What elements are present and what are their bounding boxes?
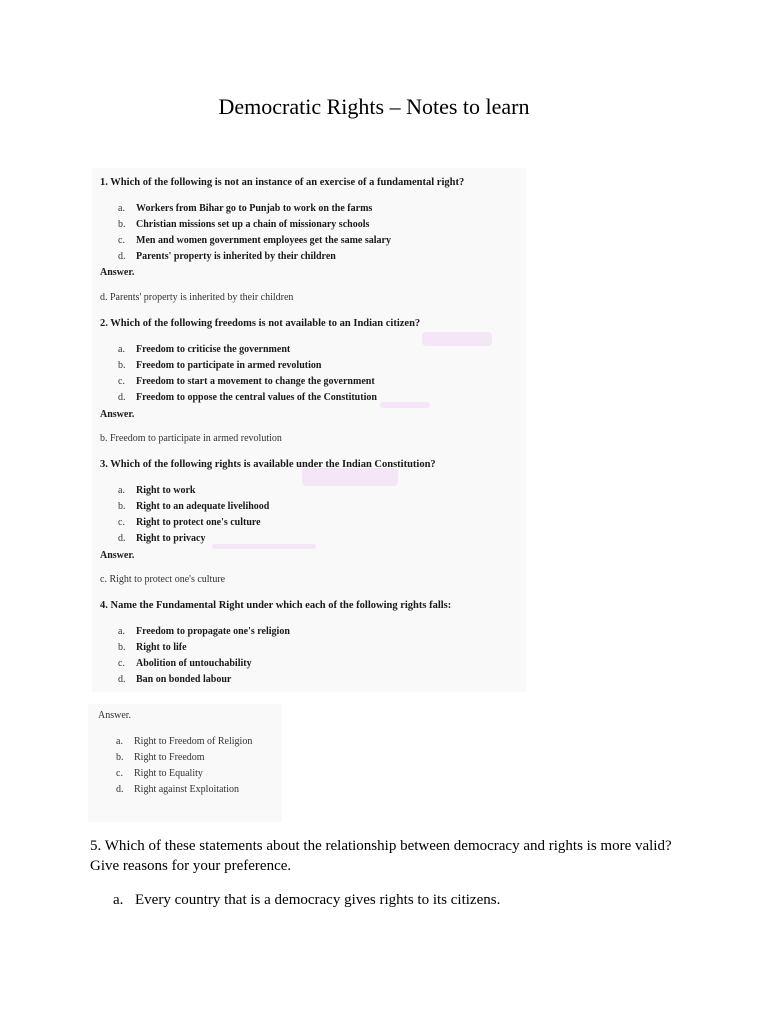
option-text: Freedom to participate in armed revolution <box>136 360 322 371</box>
option-text: Right against Exploitation <box>134 784 239 795</box>
question-1-option <box>118 203 372 214</box>
option-letter: d. <box>118 251 126 262</box>
answer-label: Answer. <box>98 710 132 721</box>
question-5-item-a <box>113 890 500 910</box>
option-letter: b. <box>118 501 126 512</box>
option-letter: a. <box>118 626 125 637</box>
question-5: 5. Which of these statements about the relationship between democracy and rights is more valid? Give reasons for your preference. <box>90 838 672 874</box>
option-letter: b. <box>116 752 124 763</box>
option-letter: b. <box>118 219 126 230</box>
option-text: Right to Freedom of Religion <box>134 736 253 747</box>
option-letter: c. <box>118 376 125 387</box>
answer-text: c. Right to protect one's culture <box>100 574 226 585</box>
question-3: 3. Which of the following rights is available under the Indian Constitution? <box>100 459 436 470</box>
answer-label: Answer. <box>100 550 135 561</box>
answer-option <box>116 784 239 795</box>
question-4-option <box>118 674 231 685</box>
option-text: Parents' property is inherited by their children <box>136 251 336 262</box>
question-3-option <box>118 501 269 512</box>
option-letter: b. <box>118 360 126 371</box>
watermark-mark <box>422 332 492 346</box>
option-text: Freedom to criticise the government <box>136 344 291 355</box>
question-1-option <box>118 219 369 230</box>
answer-label: Answer. <box>100 409 135 420</box>
answer-option <box>116 736 252 747</box>
option-letter: a. <box>118 203 125 214</box>
option-text: Freedom to start a movement to change the government <box>136 376 375 387</box>
item-letter: a. <box>113 892 124 908</box>
option-text: Freedom to propagate one's religion <box>136 626 290 637</box>
question-3-option <box>118 485 195 496</box>
option-text: Workers from Bihar go to Punjab to work on the farms <box>136 203 373 214</box>
option-text: Right to work <box>136 485 196 496</box>
item-text: Every country that is a democracy gives rights to its citizens. <box>135 892 501 908</box>
option-text: Abolition of untouchability <box>136 658 252 669</box>
option-text: Men and women government employees get the same salary <box>136 235 391 246</box>
question-4-option <box>118 642 187 653</box>
option-letter: c. <box>118 235 125 246</box>
option-letter: d. <box>118 533 126 544</box>
question-4-option <box>118 658 252 669</box>
question-3-option <box>118 517 261 528</box>
answer-option <box>116 768 203 779</box>
option-text: Right to protect one's culture <box>136 517 261 528</box>
answer-option <box>116 752 205 763</box>
option-letter: d. <box>118 392 126 403</box>
option-letter: d. <box>116 784 124 795</box>
question-4-option <box>118 626 290 637</box>
option-text: Freedom to oppose the central values of the Constitution <box>136 392 377 403</box>
option-text: Ban on bonded labour <box>136 674 232 685</box>
question-2-option <box>118 376 375 387</box>
answer-text: b. Freedom to participate in armed revolution <box>100 433 282 444</box>
question-2-option <box>118 344 290 355</box>
option-text: Right to an adequate livelihood <box>136 501 270 512</box>
question-2-option <box>118 392 377 403</box>
question-2: 2. Which of the following freedoms is not available to an Indian citizen? <box>100 318 421 329</box>
answer-text: d. Parents' property is inherited by their children <box>100 292 294 303</box>
question-1: 1. Which of the following is not an instance of an exercise of a fundamental right? <box>100 177 465 188</box>
option-letter: c. <box>118 517 125 528</box>
scanned-questions-image <box>92 168 526 692</box>
option-letter: a. <box>118 485 125 496</box>
watermark-mark <box>302 468 398 486</box>
option-text: Christian missions set up a chain of missionary schools <box>136 219 370 230</box>
question-3-option <box>118 533 205 544</box>
option-text: Right to life <box>136 642 187 653</box>
option-letter: c. <box>116 768 123 779</box>
watermark-mark <box>380 402 430 408</box>
page-title: Democratic Rights – Notes to learn <box>218 94 530 119</box>
option-letter: b. <box>118 642 126 653</box>
option-letter: a. <box>116 736 123 747</box>
option-letter: d. <box>118 674 126 685</box>
question-4: 4. Name the Fundamental Right under which each of the following rights falls: <box>100 600 452 611</box>
option-text: Right to Equality <box>134 768 203 779</box>
question-1-option <box>118 235 391 246</box>
question-2-option <box>118 360 321 371</box>
option-text: Right to privacy <box>136 533 206 544</box>
scanned-answers-image <box>88 704 282 822</box>
question-1-option <box>118 251 336 262</box>
option-text: Right to Freedom <box>134 752 205 763</box>
watermark-mark <box>212 544 316 549</box>
option-letter: c. <box>118 658 125 669</box>
option-letter: a. <box>118 344 125 355</box>
answer-label: Answer. <box>100 267 135 278</box>
